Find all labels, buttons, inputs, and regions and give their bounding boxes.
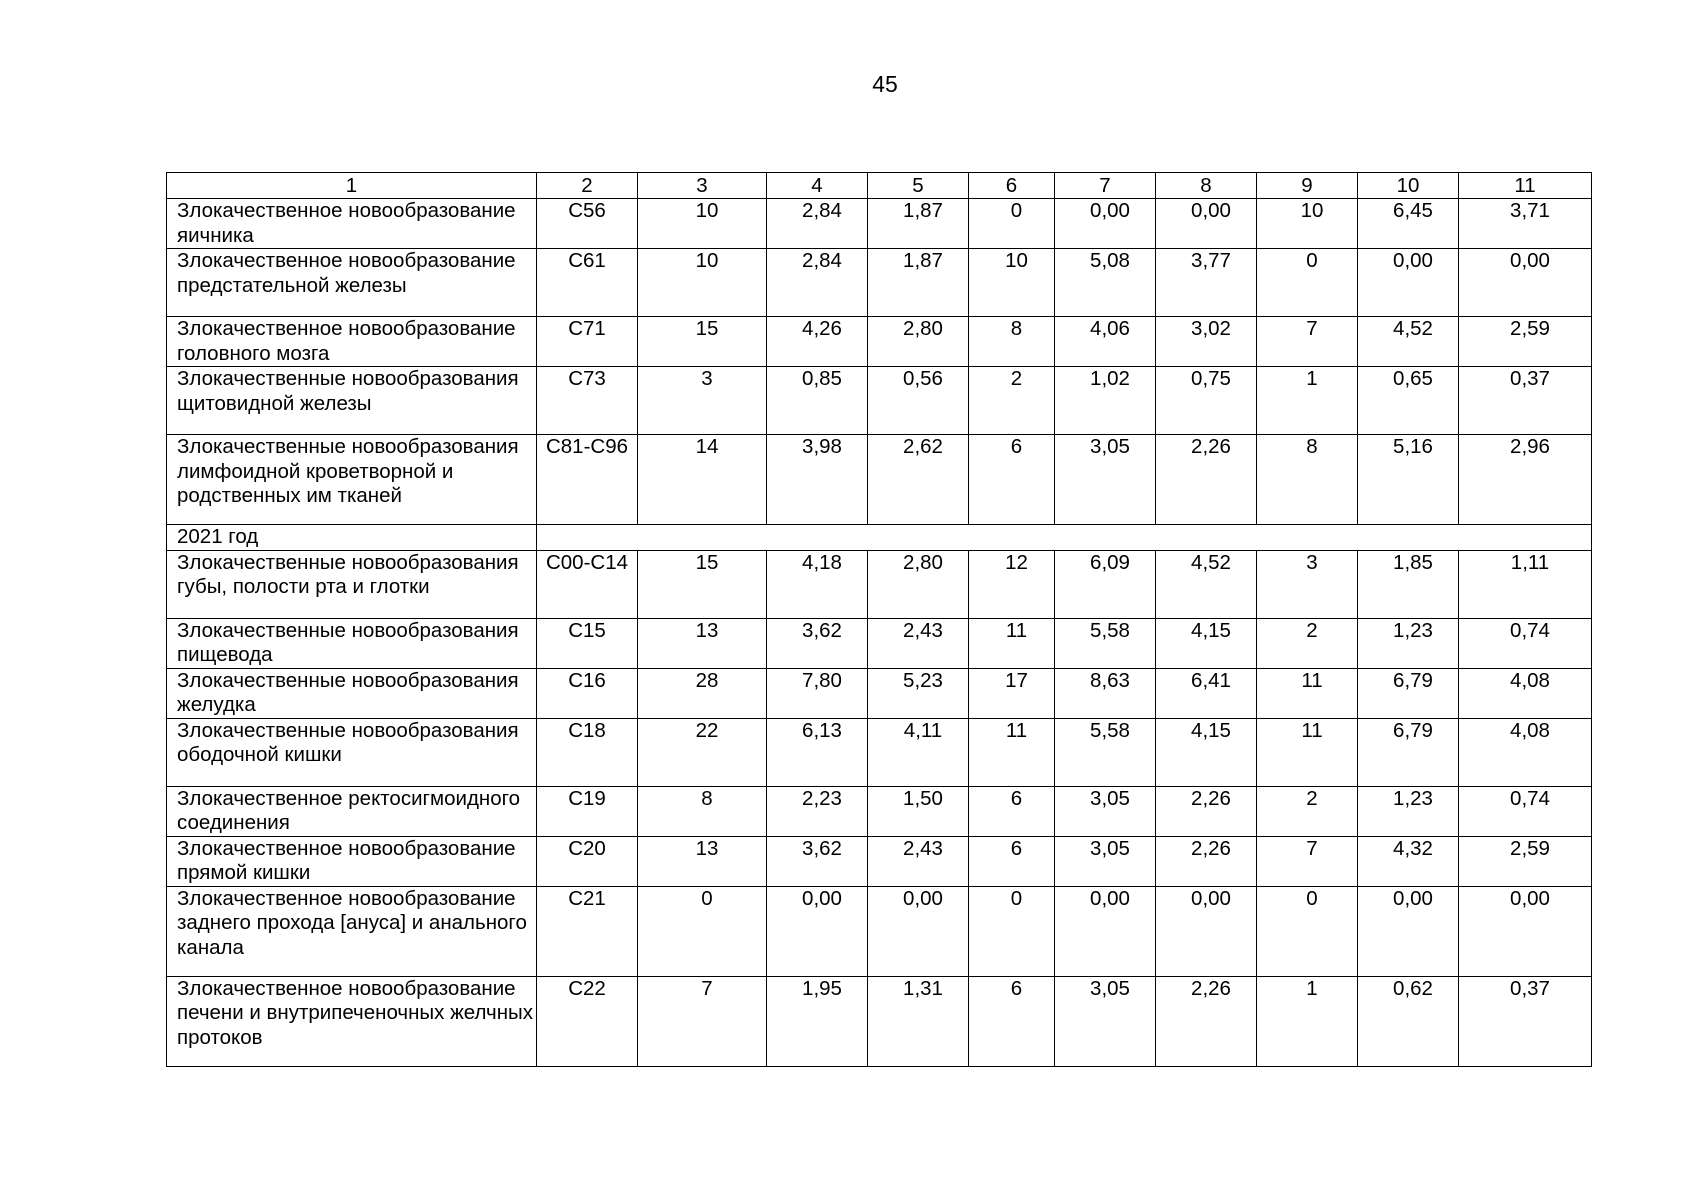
table-row bbox=[167, 836, 1592, 886]
value-cell: 3,62 bbox=[767, 618, 868, 668]
column-header: 5 bbox=[868, 173, 969, 199]
table-row bbox=[167, 718, 1592, 786]
value-cell: 14 bbox=[638, 435, 767, 525]
value-cell: 3 bbox=[1257, 550, 1358, 618]
value-cell: 8 bbox=[969, 317, 1055, 367]
icd-code: C56 bbox=[537, 199, 638, 249]
value-cell: 15 bbox=[638, 550, 767, 618]
value-cell: 3,05 bbox=[1055, 435, 1156, 525]
value-cell: 1,23 bbox=[1358, 618, 1459, 668]
value-cell: 0,37 bbox=[1459, 367, 1592, 435]
column-header: 11 bbox=[1459, 173, 1592, 199]
column-number-row bbox=[167, 173, 1592, 199]
table-row bbox=[167, 317, 1592, 367]
value-cell: 4,18 bbox=[767, 550, 868, 618]
value-cell: 3,71 bbox=[1459, 199, 1592, 249]
table-body bbox=[167, 173, 1592, 1067]
value-cell: 6,79 bbox=[1358, 668, 1459, 718]
diagnosis-name: Злокачественное новообразование предстательной железы bbox=[167, 249, 537, 317]
value-cell: 5,58 bbox=[1055, 618, 1156, 668]
value-cell: 1,23 bbox=[1358, 786, 1459, 836]
value-cell: 1 bbox=[1257, 976, 1358, 1066]
value-cell: 0,56 bbox=[868, 367, 969, 435]
value-cell: 0,00 bbox=[1358, 249, 1459, 317]
column-header: 10 bbox=[1358, 173, 1459, 199]
value-cell: 0,74 bbox=[1459, 786, 1592, 836]
value-cell: 1 bbox=[1257, 367, 1358, 435]
table-row bbox=[167, 976, 1592, 1066]
value-cell: 3,62 bbox=[767, 836, 868, 886]
value-cell: 4,08 bbox=[1459, 718, 1592, 786]
value-cell: 0,00 bbox=[868, 886, 969, 976]
table-row bbox=[167, 786, 1592, 836]
table-row bbox=[167, 886, 1592, 976]
diagnosis-name: Злокачественные новообразования ободочной кишки bbox=[167, 718, 537, 786]
table-row bbox=[167, 199, 1592, 249]
value-cell: 0 bbox=[1257, 249, 1358, 317]
value-cell: 0,00 bbox=[1055, 199, 1156, 249]
value-cell: 2,84 bbox=[767, 249, 868, 317]
value-cell: 0 bbox=[969, 199, 1055, 249]
value-cell: 3 bbox=[638, 367, 767, 435]
icd-code: C20 bbox=[537, 836, 638, 886]
value-cell: 6 bbox=[969, 786, 1055, 836]
value-cell: 6,41 bbox=[1156, 668, 1257, 718]
column-header: 6 bbox=[969, 173, 1055, 199]
value-cell: 0 bbox=[638, 886, 767, 976]
value-cell: 28 bbox=[638, 668, 767, 718]
icd-code: C22 bbox=[537, 976, 638, 1066]
icd-code: C21 bbox=[537, 886, 638, 976]
value-cell: 10 bbox=[969, 249, 1055, 317]
value-cell: 3,05 bbox=[1055, 836, 1156, 886]
icd-code: C71 bbox=[537, 317, 638, 367]
value-cell: 10 bbox=[638, 249, 767, 317]
value-cell: 2,26 bbox=[1156, 976, 1257, 1066]
table-row bbox=[167, 249, 1592, 317]
value-cell: 1,95 bbox=[767, 976, 868, 1066]
value-cell: 6 bbox=[969, 976, 1055, 1066]
value-cell: 2 bbox=[1257, 618, 1358, 668]
value-cell: 2 bbox=[1257, 786, 1358, 836]
diagnosis-name: Злокачественные новообразования желудка bbox=[167, 668, 537, 718]
value-cell: 11 bbox=[1257, 668, 1358, 718]
value-cell: 5,23 bbox=[868, 668, 969, 718]
value-cell: 2,96 bbox=[1459, 435, 1592, 525]
value-cell: 2,59 bbox=[1459, 317, 1592, 367]
icd-code: C81-C96 bbox=[537, 435, 638, 525]
section-row bbox=[167, 525, 1592, 551]
value-cell: 3,77 bbox=[1156, 249, 1257, 317]
value-cell: 2,23 bbox=[767, 786, 868, 836]
page-number: 45 bbox=[872, 71, 898, 97]
table-row bbox=[167, 367, 1592, 435]
icd-code: C19 bbox=[537, 786, 638, 836]
value-cell: 0,62 bbox=[1358, 976, 1459, 1066]
value-cell: 4,15 bbox=[1156, 718, 1257, 786]
value-cell: 0,74 bbox=[1459, 618, 1592, 668]
value-cell: 2 bbox=[969, 367, 1055, 435]
section-spacer bbox=[537, 525, 1592, 551]
value-cell: 5,58 bbox=[1055, 718, 1156, 786]
icd-code: C16 bbox=[537, 668, 638, 718]
value-cell: 10 bbox=[638, 199, 767, 249]
value-cell: 4,52 bbox=[1358, 317, 1459, 367]
value-cell: 0 bbox=[1257, 886, 1358, 976]
value-cell: 0,00 bbox=[1055, 886, 1156, 976]
value-cell: 6,79 bbox=[1358, 718, 1459, 786]
value-cell: 3,05 bbox=[1055, 786, 1156, 836]
table-row bbox=[167, 668, 1592, 718]
diagnosis-name: Злокачественное новообразование головного мозга bbox=[167, 317, 537, 367]
value-cell: 2,26 bbox=[1156, 786, 1257, 836]
value-cell: 0,00 bbox=[1358, 886, 1459, 976]
diagnosis-name: Злокачественное новообразование заднего прохода [ануса] и анального канала bbox=[167, 886, 537, 976]
value-cell: 6,13 bbox=[767, 718, 868, 786]
column-header: 7 bbox=[1055, 173, 1156, 199]
value-cell: 4,26 bbox=[767, 317, 868, 367]
diagnosis-name: Злокачественные новообразования лимфоидной кроветворной и родственных им тканей bbox=[167, 435, 537, 525]
section-label: 2021 год bbox=[167, 525, 537, 551]
column-header: 8 bbox=[1156, 173, 1257, 199]
value-cell: 10 bbox=[1257, 199, 1358, 249]
value-cell: 0,00 bbox=[1459, 249, 1592, 317]
value-cell: 15 bbox=[638, 317, 767, 367]
value-cell: 3,98 bbox=[767, 435, 868, 525]
value-cell: 1,11 bbox=[1459, 550, 1592, 618]
value-cell: 0,37 bbox=[1459, 976, 1592, 1066]
value-cell: 6 bbox=[969, 836, 1055, 886]
diagnosis-name: Злокачественное ректосигмоидного соединения bbox=[167, 786, 537, 836]
value-cell: 7 bbox=[1257, 836, 1358, 886]
value-cell: 12 bbox=[969, 550, 1055, 618]
value-cell: 1,50 bbox=[868, 786, 969, 836]
value-cell: 0 bbox=[969, 886, 1055, 976]
value-cell: 2,26 bbox=[1156, 435, 1257, 525]
icd-code: C15 bbox=[537, 618, 638, 668]
column-header: 2 bbox=[537, 173, 638, 199]
value-cell: 2,43 bbox=[868, 618, 969, 668]
value-cell: 1,87 bbox=[868, 249, 969, 317]
value-cell: 7,80 bbox=[767, 668, 868, 718]
value-cell: 1,87 bbox=[868, 199, 969, 249]
column-header: 1 bbox=[167, 173, 537, 199]
value-cell: 13 bbox=[638, 836, 767, 886]
icd-code: C00-C14 bbox=[537, 550, 638, 618]
value-cell: 17 bbox=[969, 668, 1055, 718]
value-cell: 8,63 bbox=[1055, 668, 1156, 718]
value-cell: 13 bbox=[638, 618, 767, 668]
value-cell: 1,31 bbox=[868, 976, 969, 1066]
diagnosis-name: Злокачественное новообразование прямой кишки bbox=[167, 836, 537, 886]
value-cell: 0,00 bbox=[1459, 886, 1592, 976]
value-cell: 4,15 bbox=[1156, 618, 1257, 668]
value-cell: 0,00 bbox=[767, 886, 868, 976]
value-cell: 4,08 bbox=[1459, 668, 1592, 718]
value-cell: 2,43 bbox=[868, 836, 969, 886]
value-cell: 2,80 bbox=[868, 550, 969, 618]
diagnosis-name: Злокачественные новообразования губы, полости рта и глотки bbox=[167, 550, 537, 618]
value-cell: 6 bbox=[969, 435, 1055, 525]
value-cell: 11 bbox=[969, 618, 1055, 668]
value-cell: 0,65 bbox=[1358, 367, 1459, 435]
icd-code: C61 bbox=[537, 249, 638, 317]
value-cell: 7 bbox=[1257, 317, 1358, 367]
value-cell: 0,85 bbox=[767, 367, 868, 435]
statistics-table bbox=[166, 172, 1592, 1067]
value-cell: 2,84 bbox=[767, 199, 868, 249]
value-cell: 11 bbox=[969, 718, 1055, 786]
column-header: 9 bbox=[1257, 173, 1358, 199]
value-cell: 4,52 bbox=[1156, 550, 1257, 618]
table-row bbox=[167, 618, 1592, 668]
value-cell: 5,16 bbox=[1358, 435, 1459, 525]
value-cell: 2,59 bbox=[1459, 836, 1592, 886]
value-cell: 5,08 bbox=[1055, 249, 1156, 317]
table-row bbox=[167, 550, 1592, 618]
icd-code: C73 bbox=[537, 367, 638, 435]
value-cell: 2,26 bbox=[1156, 836, 1257, 886]
value-cell: 4,11 bbox=[868, 718, 969, 786]
diagnosis-name: Злокачественные новообразования щитовидной железы bbox=[167, 367, 537, 435]
value-cell: 1,85 bbox=[1358, 550, 1459, 618]
value-cell: 2,62 bbox=[868, 435, 969, 525]
value-cell: 7 bbox=[638, 976, 767, 1066]
value-cell: 3,05 bbox=[1055, 976, 1156, 1066]
value-cell: 6,09 bbox=[1055, 550, 1156, 618]
value-cell: 4,32 bbox=[1358, 836, 1459, 886]
column-header: 4 bbox=[767, 173, 868, 199]
value-cell: 1,02 bbox=[1055, 367, 1156, 435]
value-cell: 3,02 bbox=[1156, 317, 1257, 367]
value-cell: 22 bbox=[638, 718, 767, 786]
value-cell: 6,45 bbox=[1358, 199, 1459, 249]
value-cell: 8 bbox=[1257, 435, 1358, 525]
column-header: 3 bbox=[638, 173, 767, 199]
icd-code: C18 bbox=[537, 718, 638, 786]
diagnosis-name: Злокачественное новообразование яичника bbox=[167, 199, 537, 249]
value-cell: 0,00 bbox=[1156, 886, 1257, 976]
value-cell: 4,06 bbox=[1055, 317, 1156, 367]
value-cell: 11 bbox=[1257, 718, 1358, 786]
table-row bbox=[167, 435, 1592, 525]
value-cell: 2,80 bbox=[868, 317, 969, 367]
diagnosis-name: Злокачественное новообразование печени и внутрипеченочных желчных протоков bbox=[167, 976, 537, 1066]
diagnosis-name: Злокачественные новообразования пищевода bbox=[167, 618, 537, 668]
value-cell: 0,75 bbox=[1156, 367, 1257, 435]
value-cell: 8 bbox=[638, 786, 767, 836]
value-cell: 0,00 bbox=[1156, 199, 1257, 249]
